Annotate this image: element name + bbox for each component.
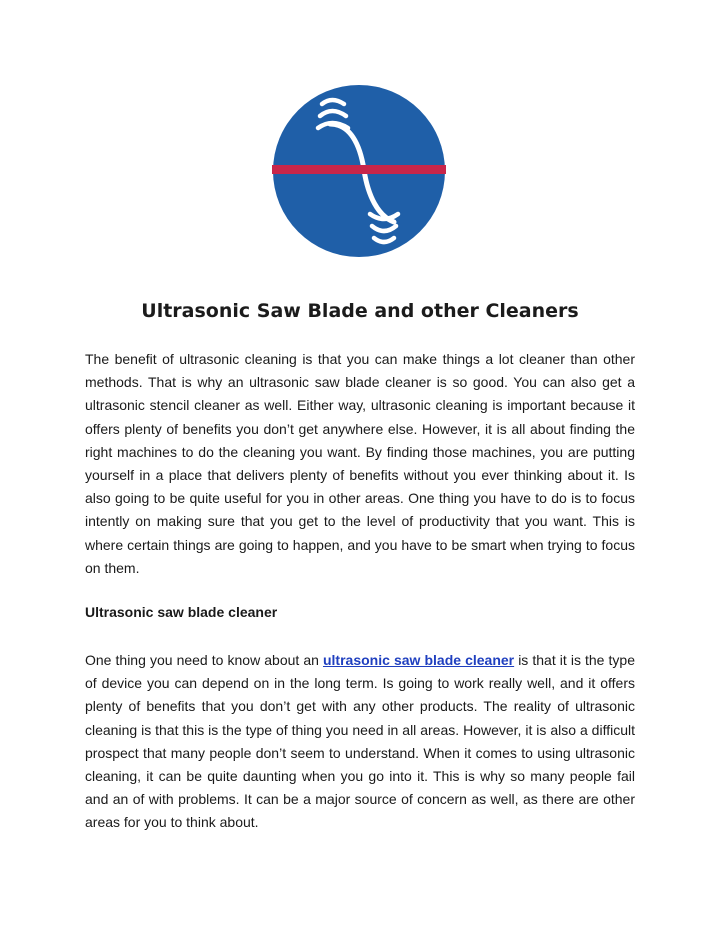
logo-band [272, 165, 446, 174]
ultrasonic-wave-logo [272, 84, 446, 258]
paragraph-text-before: One thing you need to know about an [85, 652, 323, 668]
intro-paragraph: The benefit of ultrasonic cleaning is that you can make things a lot cleaner than other methods. That is why an ultrasonic saw blade cleaner is so good. You can also get a ultrasonic stencil cleaner as well. Either way, ultrasonic cleaning is important because it offers plenty of benefits you don’t get anywhere else. However, it is all about finding the right machines to do the cleaning you want. By finding those machines, you are putting yourself in a place that delivers plenty of benefits without you ever thinking about it. Is also going to be quite useful for you in other areas. One thing you have to do is to focus intently on making sure that you get to the level of productivity that you want. This is where certain things are going to happen, and you have to be smart when trying to focus on them. [85, 351, 635, 576]
saw-blade-cleaner-link[interactable]: ultrasonic saw blade cleaner [322, 652, 515, 668]
section-heading: Ultrasonic saw blade cleaner [85, 604, 278, 620]
page-title: Ultrasonic Saw Blade and other Cleaners [141, 300, 579, 322]
body-paragraph [85, 649, 635, 835]
paragraph-text-after: is that it is the type of device you can depend on in the long term. Is going to work really well, and it offers plenty of benefits that you don’t get with any other products. The reality of ultrasonic cleaning is that this is the type of thing you need in all areas. However, it is also a difficult prospect that many people don’t seem to understand. When it comes to using ultrasonic cleaning, it can be quite daunting when you go into it. This is why so many people fail and an of with problems. It can be a major source of concern as well, as there are other areas for you to think about. [85, 652, 635, 831]
